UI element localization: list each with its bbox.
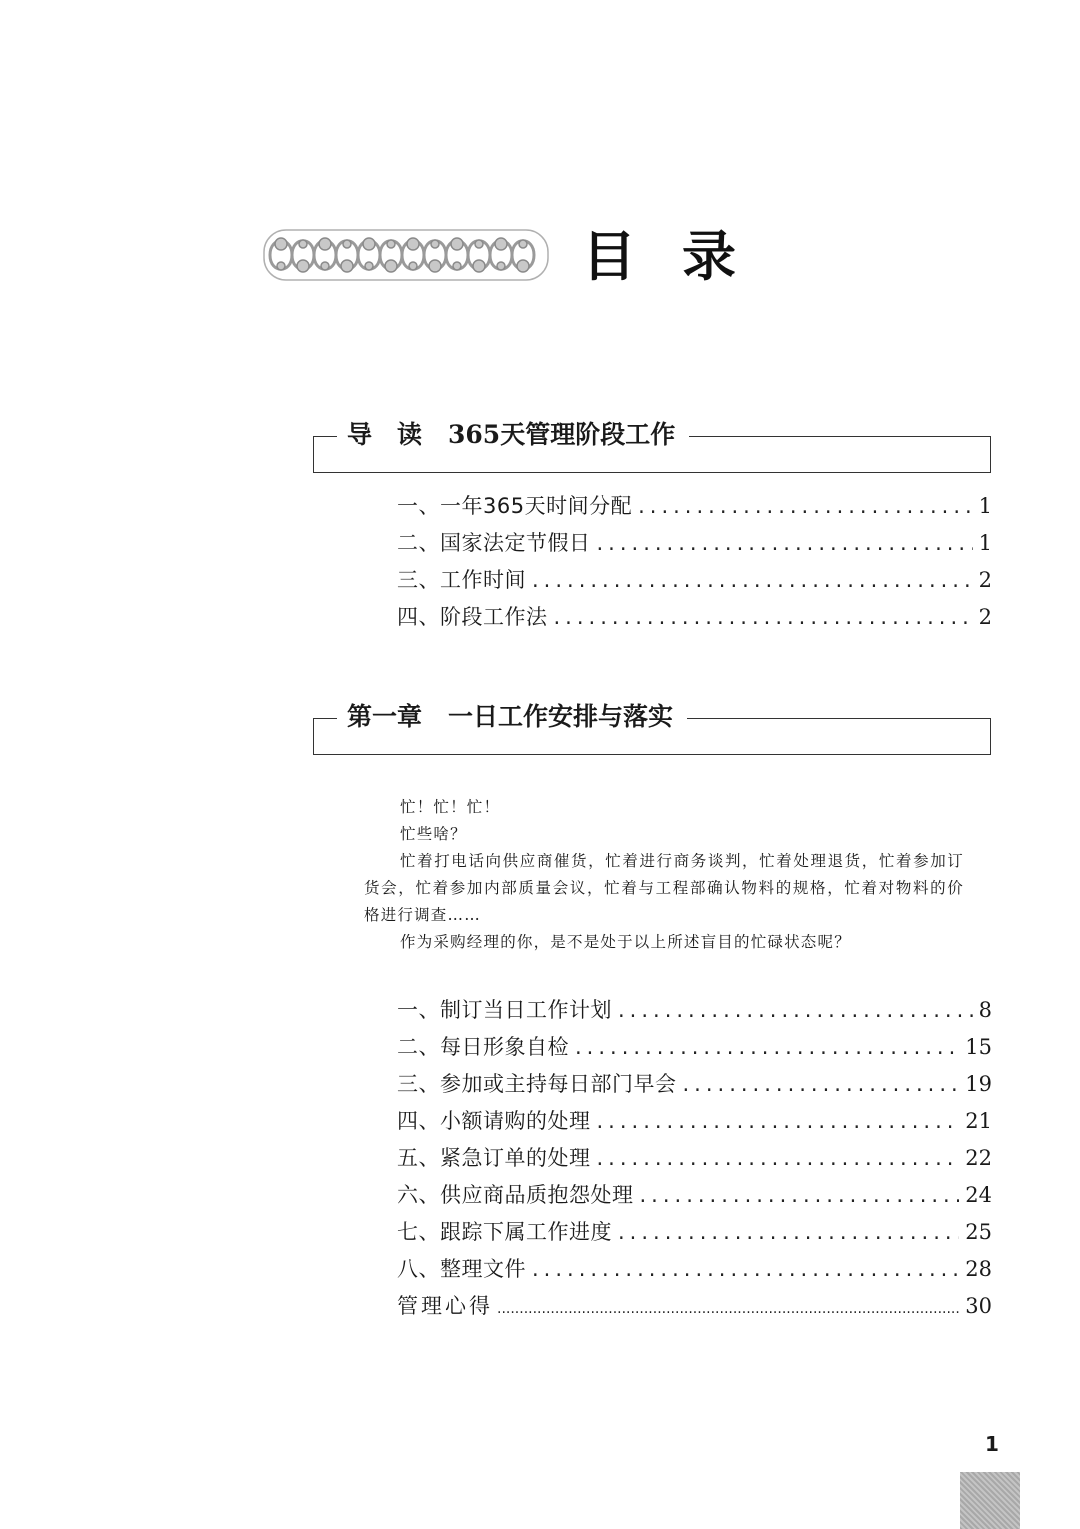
leader-dots [597, 1103, 960, 1140]
chapter-intro [364, 794, 964, 956]
toc-entry[interactable] [397, 1029, 992, 1066]
leader-dots [683, 1066, 960, 1103]
section-title [337, 700, 687, 734]
toc-page-number: 28 [965, 1257, 992, 1281]
toc-entry-title: 三、工作时间 [397, 568, 526, 592]
toc-entry[interactable] [397, 525, 992, 562]
toc-entry-title: 四、小额请购的处理 [397, 1109, 591, 1133]
toc-page-number: 1 [978, 531, 992, 555]
title-char-2: 录 [682, 225, 736, 288]
intro-paragraph: 忙！忙！忙！ [400, 798, 501, 816]
toc-entry-title: 八、整理文件 [397, 1257, 526, 1281]
toc-entry-title: 五、紧急订单的处理 [397, 1146, 591, 1170]
leader-dots [597, 1140, 960, 1177]
toc-entry-title: 三、参加或主持每日部门早会 [397, 1072, 677, 1096]
leader-dots [618, 992, 973, 1029]
leader-dots [597, 525, 973, 562]
leader-dots [638, 488, 973, 525]
section-label-prefix: 导 读 [347, 420, 423, 449]
title-char-1: 目 [582, 225, 636, 288]
section-title [337, 418, 689, 452]
toc-page-number: 8 [978, 998, 992, 1022]
thumb-tab [960, 1472, 1020, 1529]
toc-entry-title: 一、一年365天时间分配 [397, 494, 633, 518]
toc-page-number: 1 [978, 494, 992, 518]
leader-dots [532, 562, 973, 599]
leader-dots [554, 599, 973, 636]
toc-entry[interactable] [397, 1066, 992, 1103]
toc-entry[interactable] [397, 1251, 992, 1288]
toc-page-number: 22 [965, 1146, 992, 1170]
page-title [262, 222, 782, 292]
section-label-text: 365天管理阶段工作 [448, 420, 676, 449]
section-label-prefix: 第一章 [347, 702, 423, 731]
leader-dots [640, 1177, 960, 1214]
toc-entry-title: 一、制订当日工作计划 [397, 998, 612, 1022]
toc-page-number: 2 [978, 568, 992, 592]
toc-entry-title: 四、阶段工作法 [397, 605, 548, 629]
leader-dots [618, 1214, 959, 1251]
toc-entry-title: 管理心得 [397, 1294, 493, 1318]
toc-page-number: 2 [978, 605, 992, 629]
toc-entry-title: 二、国家法定节假日 [397, 531, 591, 555]
toc-entry[interactable] [397, 488, 992, 525]
section-header-intro [313, 420, 991, 474]
toc-page-number: 30 [965, 1294, 992, 1318]
page-number: 1 [985, 1432, 999, 1456]
toc-page-number: 21 [965, 1109, 992, 1133]
toc-entry[interactable] [397, 1214, 992, 1251]
toc-entry-title: 六、供应商品质抱怨处理 [397, 1183, 634, 1207]
intro-paragraph: 忙些啥？ [400, 825, 467, 843]
toc-page-number: 15 [965, 1035, 992, 1059]
leader-dots [575, 1029, 959, 1066]
leader-dots [532, 1251, 959, 1288]
toc-list-chapter-1 [397, 992, 992, 1325]
toc-entry-title: 七、跟踪下属工作进度 [397, 1220, 612, 1244]
toc-entry[interactable] [397, 1288, 992, 1325]
toc-page-number: 25 [965, 1220, 992, 1244]
toc-page-number: 24 [965, 1183, 992, 1207]
toc-entry[interactable] [397, 1140, 992, 1177]
decorative-ornament-icon [262, 224, 552, 286]
toc-entry-title: 二、每日形象自检 [397, 1035, 569, 1059]
toc-entry[interactable] [397, 992, 992, 1029]
toc-entry[interactable] [397, 599, 992, 636]
section-header-chapter-1 [313, 702, 991, 756]
section-label-text: 一日工作安排与落实 [448, 702, 674, 731]
leader-dots [497, 1291, 961, 1328]
toc-page-number: 19 [965, 1072, 992, 1096]
intro-paragraph: 作为采购经理的你，是不是处于以上所述盲目的忙碌状态呢？ [400, 933, 851, 951]
toc-list-intro [397, 488, 992, 636]
toc-entry[interactable] [397, 1103, 992, 1140]
toc-entry[interactable] [397, 562, 992, 599]
intro-paragraph: 忙着打电话向供应商催货，忙着进行商务谈判，忙着处理退货，忙着参加订货会，忙着参加内部质量会议，忙着与工程部确认物料的规格，忙着对物料的价格进行调查…… [364, 852, 964, 924]
toc-entry[interactable] [397, 1177, 992, 1214]
